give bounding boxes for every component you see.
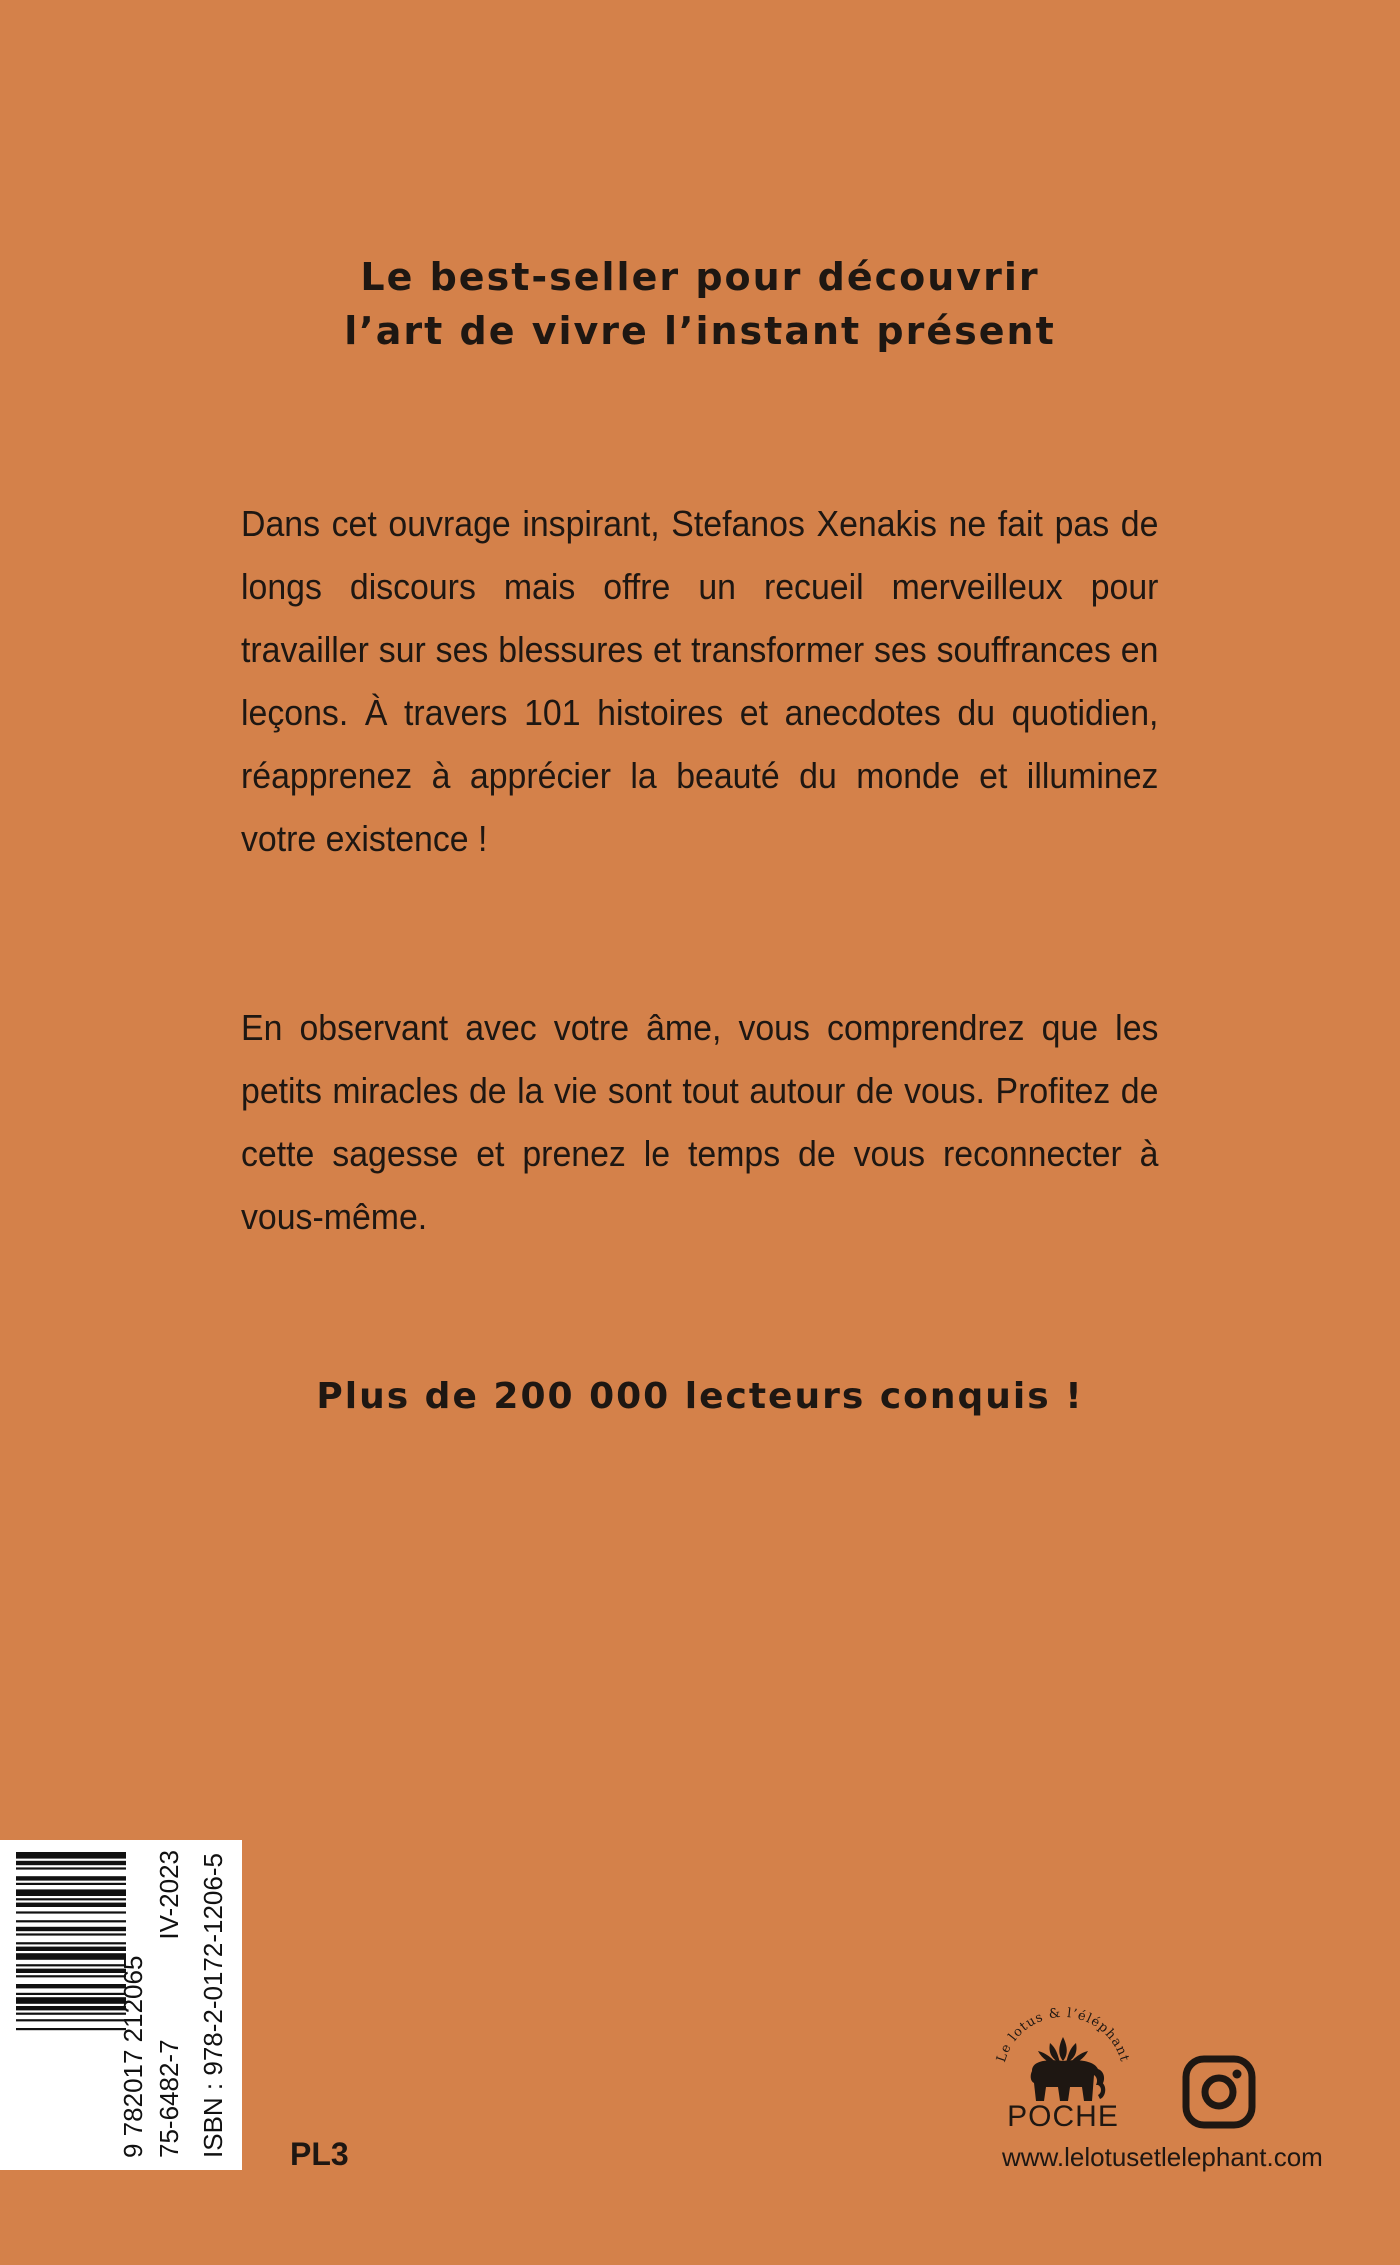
barcode xyxy=(0,1840,242,2170)
tagline xyxy=(0,250,1400,358)
barcode-isbn: ISBN : 978-2-0172-1206-5 xyxy=(198,1853,228,2158)
barcode-bar xyxy=(16,1993,126,1995)
description-paragraph-2: En observant avec votre âme, vous comprendrez que les petits miracles de la vie sont tout autour de vous. Profitez de cette sagesse et prenez le temps de vous reconnecter à vous-même. xyxy=(241,1007,1159,1237)
barcode-bar xyxy=(16,2028,126,2030)
barcode-bar xyxy=(16,1867,126,1869)
instagram-icon[interactable] xyxy=(1182,2055,1256,2129)
website-link[interactable]: www.lelotusetlelephant.com xyxy=(1002,2142,1323,2172)
barcode-digits: 9 782017 212065 xyxy=(118,1955,148,2158)
barcode-bar xyxy=(16,1947,126,1951)
barcode-bar xyxy=(16,1852,126,1859)
barcode-bar xyxy=(16,1883,126,1885)
tagline-line-1: Le best-seller pour découvrir xyxy=(360,255,1040,299)
barcode-bar xyxy=(16,1953,126,1960)
barcode-bar xyxy=(16,1942,126,1944)
barcode-bar xyxy=(16,1927,126,1931)
barcode-bar xyxy=(16,1898,126,1900)
readers-claim: Plus de 200 000 lecteurs conquis ! xyxy=(316,1376,1084,1417)
barcode-bar xyxy=(16,1933,126,1935)
barcode-bar xyxy=(16,1911,126,1913)
barcode-bar xyxy=(16,1984,126,1988)
barcode-bar xyxy=(16,1997,126,2004)
barcode-bar xyxy=(16,1876,126,1880)
collection-label: POCHE xyxy=(1007,2100,1119,2133)
barcode-bar xyxy=(16,2006,126,2010)
barcode-date: IV-2023 xyxy=(154,1850,184,1940)
barcode-code: 75-6482-7 xyxy=(154,2039,184,2158)
price-code: PL3 xyxy=(290,2136,349,2172)
barcode-bar xyxy=(16,1861,126,1865)
barcode-bar xyxy=(16,1889,126,1896)
barcode-bar xyxy=(16,1964,126,1966)
barcode-bar xyxy=(16,2019,126,2021)
barcode-bar xyxy=(16,1975,126,1977)
barcode-bar xyxy=(16,1920,126,1922)
publisher-name: Le lotus & l’éléphant xyxy=(994,2005,1132,2065)
tagline-line-2: l’art de vivre l’instant présent xyxy=(344,309,1056,353)
barcode-bar xyxy=(16,2013,126,2015)
description-paragraph-1: Dans cet ouvrage inspirant, Stefanos Xenakis ne fait pas de longs discours mais offre un recueil merveilleux pour travailler sur ses blessures et transformer ses souffrances en leçons. À travers 101 histoires et anecdotes du quotidien, réapprenez à apprécier la beauté du monde et illuminez votre existence ! xyxy=(241,503,1159,859)
barcode-bar xyxy=(16,1969,126,1973)
barcode-label xyxy=(0,1840,242,2170)
barcode-bars xyxy=(16,1852,126,2030)
barcode-bar xyxy=(16,1903,126,1907)
